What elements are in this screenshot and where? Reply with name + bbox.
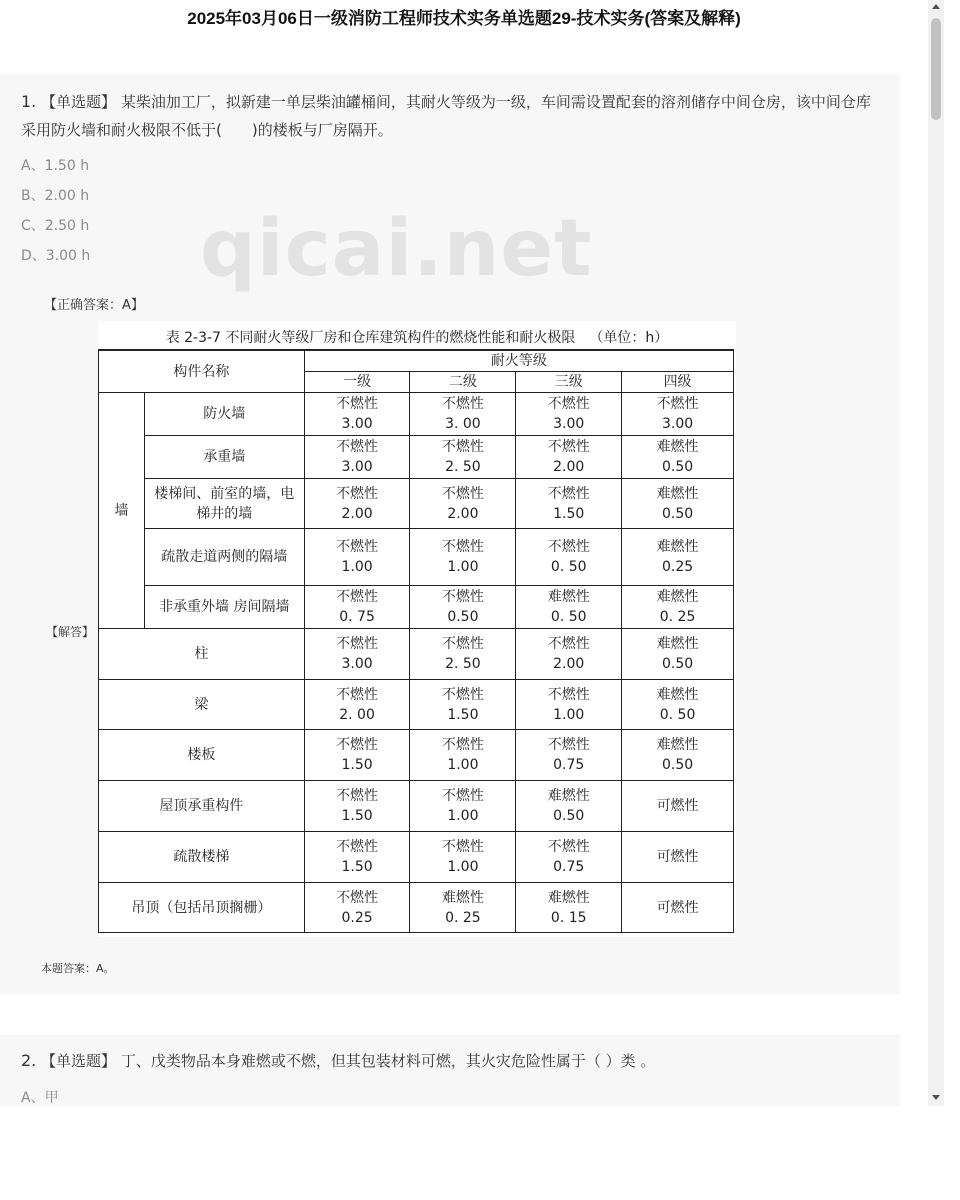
component-name: 疏散走道两侧的隔墙 <box>144 529 304 586</box>
rating-cell <box>410 680 516 730</box>
rating-cell <box>304 680 410 730</box>
rating-cell <box>622 730 734 781</box>
page-title: 2025年03月06日一级消防工程师技术实务单选题29-技术实务(答案及解释) <box>187 9 741 28</box>
combustibility-text: 不燃性 <box>336 889 379 906</box>
combustibility-text: 不燃性 <box>336 636 379 652</box>
rating-cell <box>304 781 410 832</box>
fire-resistance-value: 0.50 <box>661 505 694 522</box>
header-component-name: 构件名称 <box>99 350 305 393</box>
fire-resistance-value: 2.00 <box>341 505 373 522</box>
combustibility-text: 不燃性 <box>441 737 484 753</box>
rating-cell <box>410 436 516 479</box>
combustibility-text: 不燃性 <box>336 396 379 412</box>
rating-cell <box>516 781 622 832</box>
rating-cell <box>516 479 622 529</box>
option-a[interactable]: A、1.50 h <box>21 158 90 174</box>
header-fire-grade: 耐火等级 <box>304 350 733 372</box>
question-card-1 <box>0 74 900 994</box>
grade-4: 四级 <box>622 372 734 393</box>
fire-resistance-value: 3.00 <box>661 416 694 432</box>
rating-cell <box>304 883 410 933</box>
combustibility-text: 不燃性 <box>547 396 590 412</box>
question-number: 1. <box>21 92 37 111</box>
fire-resistance-value: 0. 25 <box>659 609 696 625</box>
fire-resistance-value: 2. 50 <box>445 656 481 672</box>
fire-resistance-value: 2.00 <box>553 459 585 475</box>
question-stem: 某柴油加工厂，拟新建一单层柴油罐桶间，其耐火等级为一级，车间需设置配套的溶剂储存中间仓房，该中间仓库采用防火墙和耐火极限不低于( )的楼板与厂房隔开。 <box>21 93 871 139</box>
component-name: 承重墙 <box>144 436 304 479</box>
table-row <box>99 832 734 883</box>
combustibility-text: 不燃性 <box>547 839 590 855</box>
rating-cell <box>622 479 734 529</box>
grade-1: 一级 <box>304 372 410 393</box>
table-row <box>99 479 734 529</box>
combustibility-text: 难燃性 <box>656 686 699 703</box>
option-b[interactable]: B、2.00 h <box>21 188 90 204</box>
rating-cell <box>410 781 516 832</box>
fire-resistance-value: 0.75 <box>553 859 585 875</box>
combustibility-text: 难燃性 <box>441 889 484 906</box>
rating-cell <box>410 479 516 529</box>
fire-resistance-value: 1.00 <box>447 859 479 875</box>
fire-resistance-value: 0.25 <box>661 559 694 575</box>
combustibility-text: 不燃性 <box>547 636 590 652</box>
rating-cell <box>622 883 734 933</box>
combustibility-text: 不燃性 <box>441 539 484 555</box>
combustibility-text: 难燃性 <box>656 485 699 502</box>
component-name: 吊顶（包括吊顶搁栅） <box>99 883 305 933</box>
fire-resistance-value: 3.00 <box>341 656 373 672</box>
rating-cell <box>304 393 410 436</box>
rating-cell <box>516 529 622 586</box>
combustibility-text: 不燃性 <box>336 737 379 753</box>
fire-resistance-value: 3.00 <box>553 416 585 432</box>
table-row <box>99 586 734 629</box>
fire-resistance-value: 0.75 <box>553 757 585 773</box>
rating-cell <box>410 629 516 680</box>
rating-cell <box>410 730 516 781</box>
component-name: 屋顶承重构件 <box>99 781 305 832</box>
combustibility-text: 难燃性 <box>656 439 699 455</box>
combustibility-text: 可燃性 <box>656 849 699 865</box>
question-type: 【单选题】 <box>41 1052 117 1070</box>
question-2-text-block <box>21 1047 881 1075</box>
component-name: 柱 <box>99 629 305 680</box>
combustibility-text: 难燃性 <box>547 589 590 605</box>
vertical-scrollbar[interactable] <box>928 0 944 1106</box>
combustibility-text: 不燃性 <box>336 686 379 703</box>
rating-cell <box>304 832 410 883</box>
rating-cell <box>622 832 734 883</box>
combustibility-text: 不燃性 <box>441 439 484 455</box>
rating-cell <box>304 529 410 586</box>
fire-resistance-value: 3.00 <box>341 459 373 475</box>
combustibility-text: 难燃性 <box>547 788 590 804</box>
combustibility-text: 不燃性 <box>336 788 379 804</box>
table-row <box>99 529 734 586</box>
combustibility-text: 不燃性 <box>441 788 484 804</box>
fire-resistance-value: 1.50 <box>447 706 479 723</box>
rating-cell <box>622 586 734 629</box>
combustibility-text: 不燃性 <box>336 439 379 455</box>
combustibility-text: 不燃性 <box>336 839 379 855</box>
component-name: 梁 <box>99 680 305 730</box>
rating-cell <box>304 479 410 529</box>
rating-cell <box>410 393 516 436</box>
rating-cell <box>516 730 622 781</box>
combustibility-text: 可燃性 <box>656 798 699 814</box>
combustibility-text: 难燃性 <box>656 539 699 555</box>
table-row <box>99 883 734 933</box>
fire-resistance-value: 1.00 <box>447 559 479 575</box>
fire-resistance-value: 2. 00 <box>339 706 375 723</box>
combustibility-text: 不燃性 <box>547 737 590 753</box>
rating-cell <box>622 629 734 680</box>
fire-resistance-value: 1.00 <box>553 706 585 723</box>
rating-cell <box>410 883 516 933</box>
wall-group-label: 墙 <box>99 393 145 629</box>
combustibility-text: 不燃性 <box>441 636 484 652</box>
table-body <box>99 393 734 933</box>
fire-resistance-value: 0.50 <box>661 757 694 773</box>
rating-cell <box>622 680 734 730</box>
combustibility-text: 可燃性 <box>656 899 699 916</box>
rating-cell <box>304 436 410 479</box>
watermark-logo: qicai.net <box>200 204 593 294</box>
rating-cell <box>304 586 410 629</box>
question-number: 2. <box>21 1051 37 1070</box>
rating-cell <box>410 832 516 883</box>
fire-resistance-value: 0. 75 <box>339 609 375 625</box>
final-answer: 本题答案：A。 <box>41 962 115 975</box>
combustibility-text: 不燃性 <box>441 839 484 855</box>
combustibility-text: 不燃性 <box>441 485 484 502</box>
fire-resistance-value: 0. 50 <box>550 559 587 575</box>
option-a[interactable]: A、甲 <box>21 1090 59 1106</box>
fire-resistance-value: 1.50 <box>341 859 373 875</box>
combustibility-text: 不燃性 <box>441 686 484 703</box>
table-row <box>99 730 734 781</box>
fire-resistance-value: 2. 50 <box>445 459 481 475</box>
combustibility-text: 不燃性 <box>547 686 590 703</box>
fire-resistance-value: 0. 15 <box>550 909 587 926</box>
rating-cell <box>516 436 622 479</box>
scrollbar-thumb[interactable] <box>931 18 941 120</box>
fire-resistance-value: 1.00 <box>341 559 373 575</box>
rating-cell <box>516 629 622 680</box>
explanation-label: 【解答】 <box>46 625 95 639</box>
component-name: 楼梯间、前室的墙，电梯井的墙 <box>144 479 304 529</box>
combustibility-text: 不燃性 <box>547 539 590 555</box>
combustibility-text: 不燃性 <box>547 439 590 455</box>
component-name: 楼板 <box>99 730 305 781</box>
fire-resistance-value: 0.50 <box>661 459 694 475</box>
rating-cell <box>622 529 734 586</box>
combustibility-text: 难燃性 <box>656 636 699 652</box>
grade-2: 二级 <box>410 372 516 393</box>
combustibility-text: 不燃性 <box>336 589 379 605</box>
question-card-2 <box>0 1035 900 1106</box>
option-d[interactable]: D、3.00 h <box>21 248 91 264</box>
rating-cell <box>622 781 734 832</box>
combustibility-text: 不燃性 <box>441 396 484 412</box>
rating-cell <box>516 586 622 629</box>
table-caption <box>98 327 736 347</box>
fire-rating-table <box>98 349 734 933</box>
table-row <box>99 781 734 832</box>
fire-resistance-value: 0.50 <box>661 656 694 672</box>
component-name: 非承重外墙 房间隔墙 <box>144 586 304 629</box>
fire-rating-table-figure <box>98 321 736 937</box>
fire-resistance-value: 0.50 <box>447 609 479 625</box>
table-row <box>99 629 734 680</box>
fire-resistance-value: 0.50 <box>553 808 585 824</box>
combustibility-text: 难燃性 <box>656 589 699 605</box>
scroll-up-arrow-icon[interactable] <box>932 4 940 9</box>
combustibility-text: 难燃性 <box>547 889 590 906</box>
option-c[interactable]: C、2.50 h <box>21 218 90 234</box>
scroll-down-arrow-icon[interactable] <box>932 1095 940 1100</box>
component-name: 疏散楼梯 <box>99 832 305 883</box>
rating-cell <box>304 730 410 781</box>
table-header-row <box>99 350 734 372</box>
table-unit: （单位：h） <box>589 330 669 346</box>
fire-resistance-value: 0. 25 <box>445 909 481 926</box>
grade-3: 三级 <box>516 372 622 393</box>
fire-resistance-value: 0. 50 <box>550 609 587 625</box>
question-type: 【单选题】 <box>41 93 117 111</box>
combustibility-text: 不燃性 <box>441 589 484 605</box>
fire-resistance-value: 2.00 <box>447 505 479 522</box>
rating-cell <box>516 832 622 883</box>
fire-resistance-value: 3.00 <box>341 416 373 432</box>
fire-resistance-value: 1.50 <box>553 505 585 522</box>
rating-cell <box>622 436 734 479</box>
correct-answer: 【正确答案：A】 <box>44 298 144 313</box>
table-row <box>99 436 734 479</box>
fire-resistance-value: 2.00 <box>553 656 585 672</box>
fire-resistance-value: 3. 00 <box>445 416 481 432</box>
rating-cell <box>516 680 622 730</box>
combustibility-text: 不燃性 <box>656 396 699 412</box>
table-row <box>99 393 734 436</box>
fire-resistance-value: 1.00 <box>447 757 479 773</box>
rating-cell <box>304 629 410 680</box>
combustibility-text: 不燃性 <box>336 539 379 555</box>
rating-cell <box>410 529 516 586</box>
question-stem: 丁、戊类物品本身难燃或不燃，但其包装材料可燃，其火灾危险性属于（ ）类 。 <box>120 1052 656 1070</box>
question-1-text-block <box>21 88 881 144</box>
rating-cell <box>410 586 516 629</box>
table-caption-text: 表 2-3-7 不同耐火等级厂房和仓库建筑构件的燃烧性能和耐火极限 <box>165 330 576 346</box>
combustibility-text: 难燃性 <box>656 737 699 753</box>
combustibility-text: 不燃性 <box>336 485 379 502</box>
table-row <box>99 680 734 730</box>
rating-cell <box>516 393 622 436</box>
fire-resistance-value: 1.50 <box>341 757 373 773</box>
fire-resistance-value: 1.50 <box>341 808 373 824</box>
rating-cell <box>516 883 622 933</box>
fire-resistance-value: 0.25 <box>341 909 373 926</box>
fire-resistance-value: 0. 50 <box>659 706 696 723</box>
fire-resistance-value: 1.00 <box>447 808 479 824</box>
rating-cell <box>622 393 734 436</box>
combustibility-text: 不燃性 <box>547 485 590 502</box>
component-name: 防火墙 <box>144 393 304 436</box>
